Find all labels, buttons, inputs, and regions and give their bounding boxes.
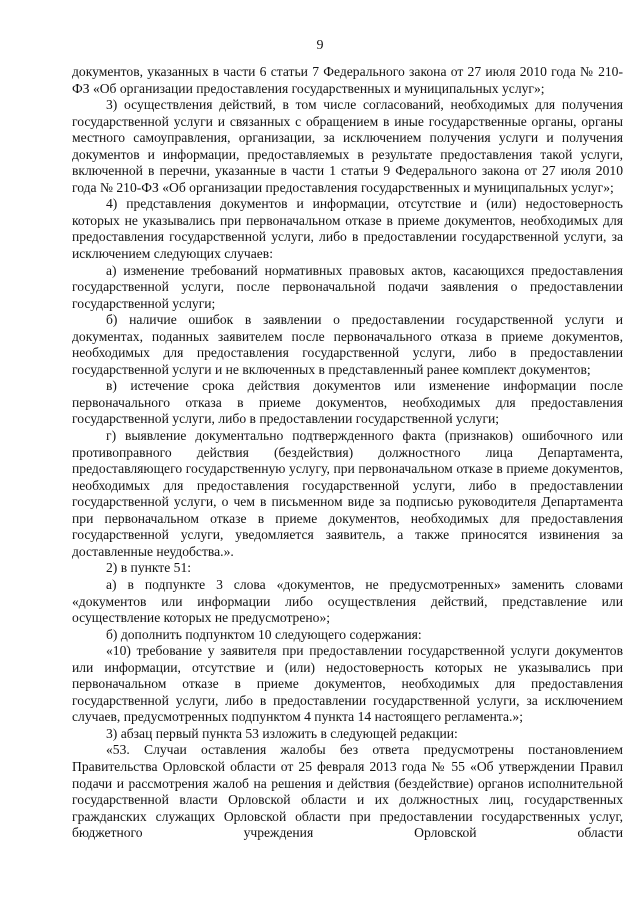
- paragraph: документов, указанных в части 6 статьи 7 Федерального закона от 27 июля 2010 года № 210-ФЗ «Об организации предоставления государственных и муниципальных услуг»;: [72, 64, 623, 96]
- paragraph: в) истечение срока действия документов или изменение информации после первоначального отказа в приеме документов, необходимых для предоставления государственной услуги, либо в предоставлении государственной услуги;: [72, 378, 623, 427]
- paragraph: 3) абзац первый пункта 53 изложить в следующей редакции:: [106, 725, 458, 741]
- page-number: 9: [316, 38, 324, 53]
- paragraph: 2) в пункте 51:: [106, 560, 192, 576]
- paragraph: б) наличие ошибок в заявлении о предоставлении государственной услуги и документах, поданных заявителем после первоначального отказа в приеме документов, необходимых для предоставления государственной услуги, либо в предоставлении государственной услуги и не включенных в представленный ранее комплект документов;: [72, 312, 623, 377]
- paragraph: г) выявление документально подтвержденного факта (признаков) ошибочного или противоправного действия (бездействия) должностного лица Департамента, предоставляющего государственную услугу, при первоначальном отказе в приеме документов, необходимых для предоставления государственной услуги, либо в предоставлении государственной услуги, о чем в письменном виде за подписью руководителя Департамента при первоначальном отказе в приеме документов, необходимых для предоставления государственной услуги, уведомляется заявитель, а также приносятся извинения за доставленные неудобства.».: [72, 428, 623, 559]
- document-body: [72, 64, 623, 842]
- paragraph: а) изменение требований нормативных правовых актов, касающихся предоставления государственной услуги, после первоначальной подачи заявления о предоставлении государственной услуги;: [72, 262, 623, 311]
- paragraph: 3) осуществления действий, в том числе согласований, необходимых для получения государственной услуги и связанных с обращением в иные государственные органы, органы местного самоуправления, организации, за исключением получения услуги и получения документов и информации, предоставляемых в результате предоставления такой услуги, включенной в перечни, указанные в части 1 статьи 9 Федерального закона от 27 июля 2010 года № 210-ФЗ «Об организации предоставления государственных и муниципальных услуг»;: [72, 97, 623, 195]
- paragraph: 4) представления документов и информации, отсутствие и (или) недостоверность которых не указывались при первоначальном отказе в приеме документов, необходимых для предоставления государственной услуги, либо в предоставлении государственной услуги, за исключением следующих случаев:: [72, 196, 623, 262]
- paragraph: а) в подпункте 3 слова «документов, не предусмотренных» заменить словами «документов или информации либо осуществления действий, представление или осуществление которых не предусмотрено»;: [72, 576, 623, 626]
- paragraph: б) дополнить подпунктом 10 следующего содержания:: [106, 626, 422, 642]
- paragraph: «53. Случаи оставления жалобы без ответа предусмотрены постановлением Правительства Орловской области от 25 февраля 2013 года № 55 «Об утверждении Правил подачи и рассмотрения жалоб на решения и действия (бездействие) органов исполнительной государственной власти Орловской области и их должностных лиц, государственных гражданских служащих Орловской области при предоставлении государственных услуг, бюджетного учреждения Орловской области: [72, 742, 623, 841]
- paragraph: «10) требование у заявителя при предоставлении государственной услуги документов или информации, отсутствие и (или) недостоверность которых не указывались при первоначальном отказе в приеме документов, необходимых для предоставления государственной услуги, либо в предоставлении государственной услуги, за исключением случаев, предусмотренных подпунктом 4 пункта 14 настоящего регламента.»;: [72, 643, 623, 725]
